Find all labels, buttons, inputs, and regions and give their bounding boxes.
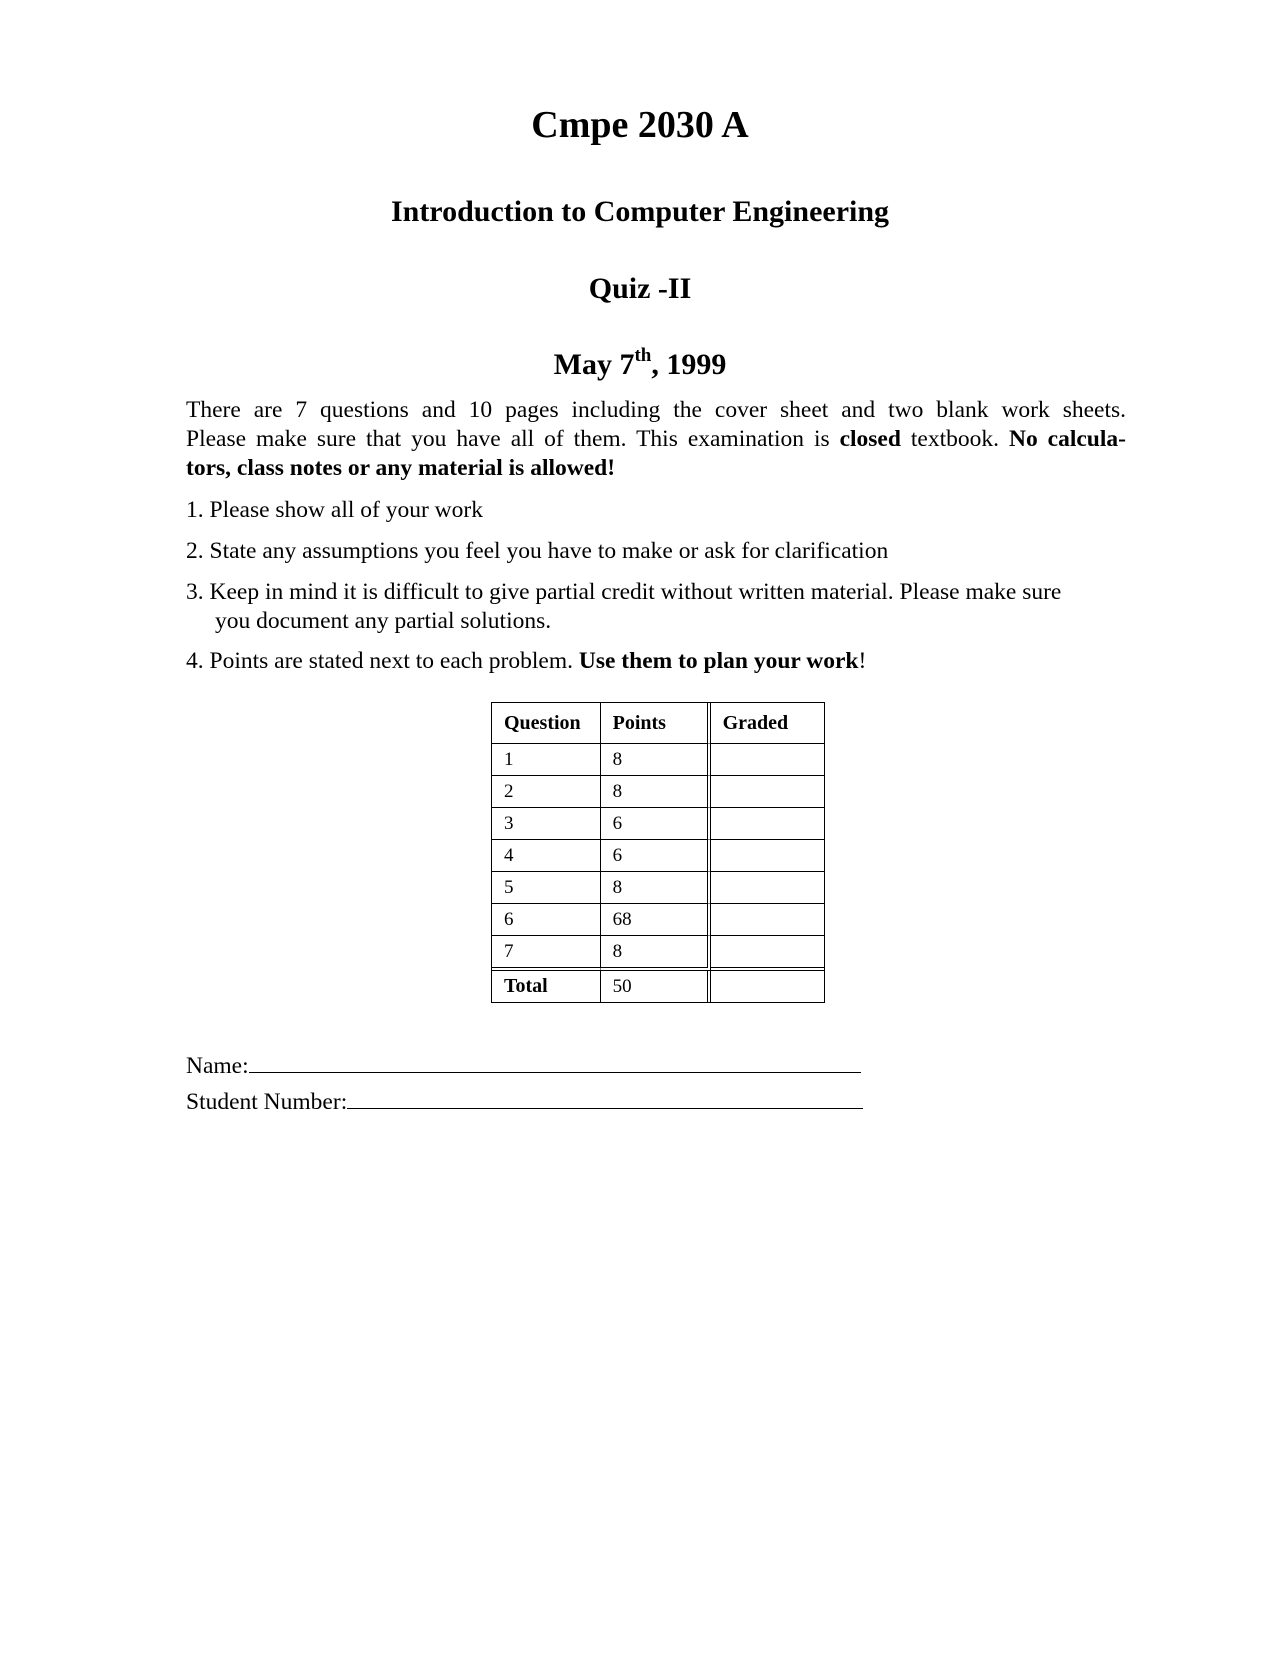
cell-points: 8: [601, 872, 711, 904]
quiz-title: Quiz -II: [588, 272, 692, 305]
student-number-field: [186, 1088, 863, 1117]
cell-graded: [711, 776, 824, 808]
name-field: [186, 1052, 861, 1081]
cell-points: 6: [601, 840, 711, 872]
course-title: Cmpe 2030 A: [531, 104, 749, 146]
course-subtitle: Introduction to Computer Engineering: [390, 195, 890, 228]
cell-question: 7: [492, 936, 601, 971]
student-number-label: Student Number:: [186, 1089, 348, 1115]
cell-graded: [711, 904, 824, 936]
rule-points-emphasis: Use them to plan your work: [578, 648, 859, 674]
rule-points-text: 4. Points are stated next to each problem.: [186, 648, 579, 674]
cell-question: 3: [492, 808, 601, 840]
instructions-no-calculators: No calcula-: [1008, 426, 1126, 452]
student-number-blank-line[interactable]: [347, 1089, 863, 1109]
instructions-line-2: [186, 425, 1126, 454]
cell-question: 6: [492, 904, 601, 936]
cell-question: 2: [492, 776, 601, 808]
instructions-materials-warning: tors, class notes or any material is allowed!: [186, 455, 616, 481]
rule-partial-credit: [186, 578, 1126, 636]
date-suffix: th: [634, 345, 652, 366]
table-row: [492, 744, 824, 776]
cell-points: 6: [601, 808, 711, 840]
cell-graded: [711, 744, 824, 776]
cell-graded: [711, 808, 824, 840]
name-blank-line[interactable]: [249, 1053, 861, 1073]
table-row: [492, 936, 824, 971]
rule-partial-credit-line-1: 3. Keep in mind it is difficult to give partial credit without written material. Please make sure: [186, 579, 1062, 605]
cell-points: 68: [601, 904, 711, 936]
cell-points: 8: [601, 744, 711, 776]
rule-show-work: 1. Please show all of your work: [186, 497, 483, 523]
cell-graded: [711, 872, 824, 904]
instructions-line-3: [186, 454, 1126, 483]
date-month-day: May 7: [553, 348, 635, 381]
date-year: , 1999: [651, 348, 727, 381]
exam-date: [0, 345, 1280, 381]
cell-question: 1: [492, 744, 601, 776]
table-row: [492, 808, 824, 840]
cell-points: 8: [601, 936, 711, 971]
points-table: [491, 702, 825, 1003]
header-question: Question: [492, 703, 601, 744]
instructions-closed: closed: [839, 426, 901, 452]
cell-graded: [711, 936, 824, 971]
exam-instructions: [186, 396, 1126, 483]
instructions-text: Please make sure that you have all of them. This examination is: [186, 426, 840, 452]
cell-total-graded: [711, 971, 824, 1002]
rule-state-assumptions: 2. State any assumptions you feel you have to make or ask for clarification: [186, 538, 889, 564]
header-points: Points: [601, 703, 711, 744]
cell-question: 4: [492, 840, 601, 872]
instructions-line-1: There are 7 questions and 10 pages including the cover sheet and two blank work sheets.: [186, 397, 1126, 423]
cell-points: 8: [601, 776, 711, 808]
table-row: [492, 776, 824, 808]
table-row: [492, 840, 824, 872]
table-header-row: [492, 703, 824, 744]
cell-total-label: Total: [492, 971, 601, 1002]
rule-partial-credit-line-2: you document any partial solutions.: [215, 608, 552, 634]
cell-question: 5: [492, 872, 601, 904]
rule-points: [186, 647, 866, 676]
cell-graded: [711, 840, 824, 872]
table-row: [492, 904, 824, 936]
cell-total-points: 50: [601, 971, 711, 1002]
table-row: [492, 872, 824, 904]
rule-points-end: !: [858, 648, 867, 674]
name-label: Name:: [186, 1053, 249, 1079]
header-graded: Graded: [711, 703, 824, 744]
instructions-text: textbook.: [900, 426, 1009, 452]
table-total-row: [492, 971, 824, 1002]
